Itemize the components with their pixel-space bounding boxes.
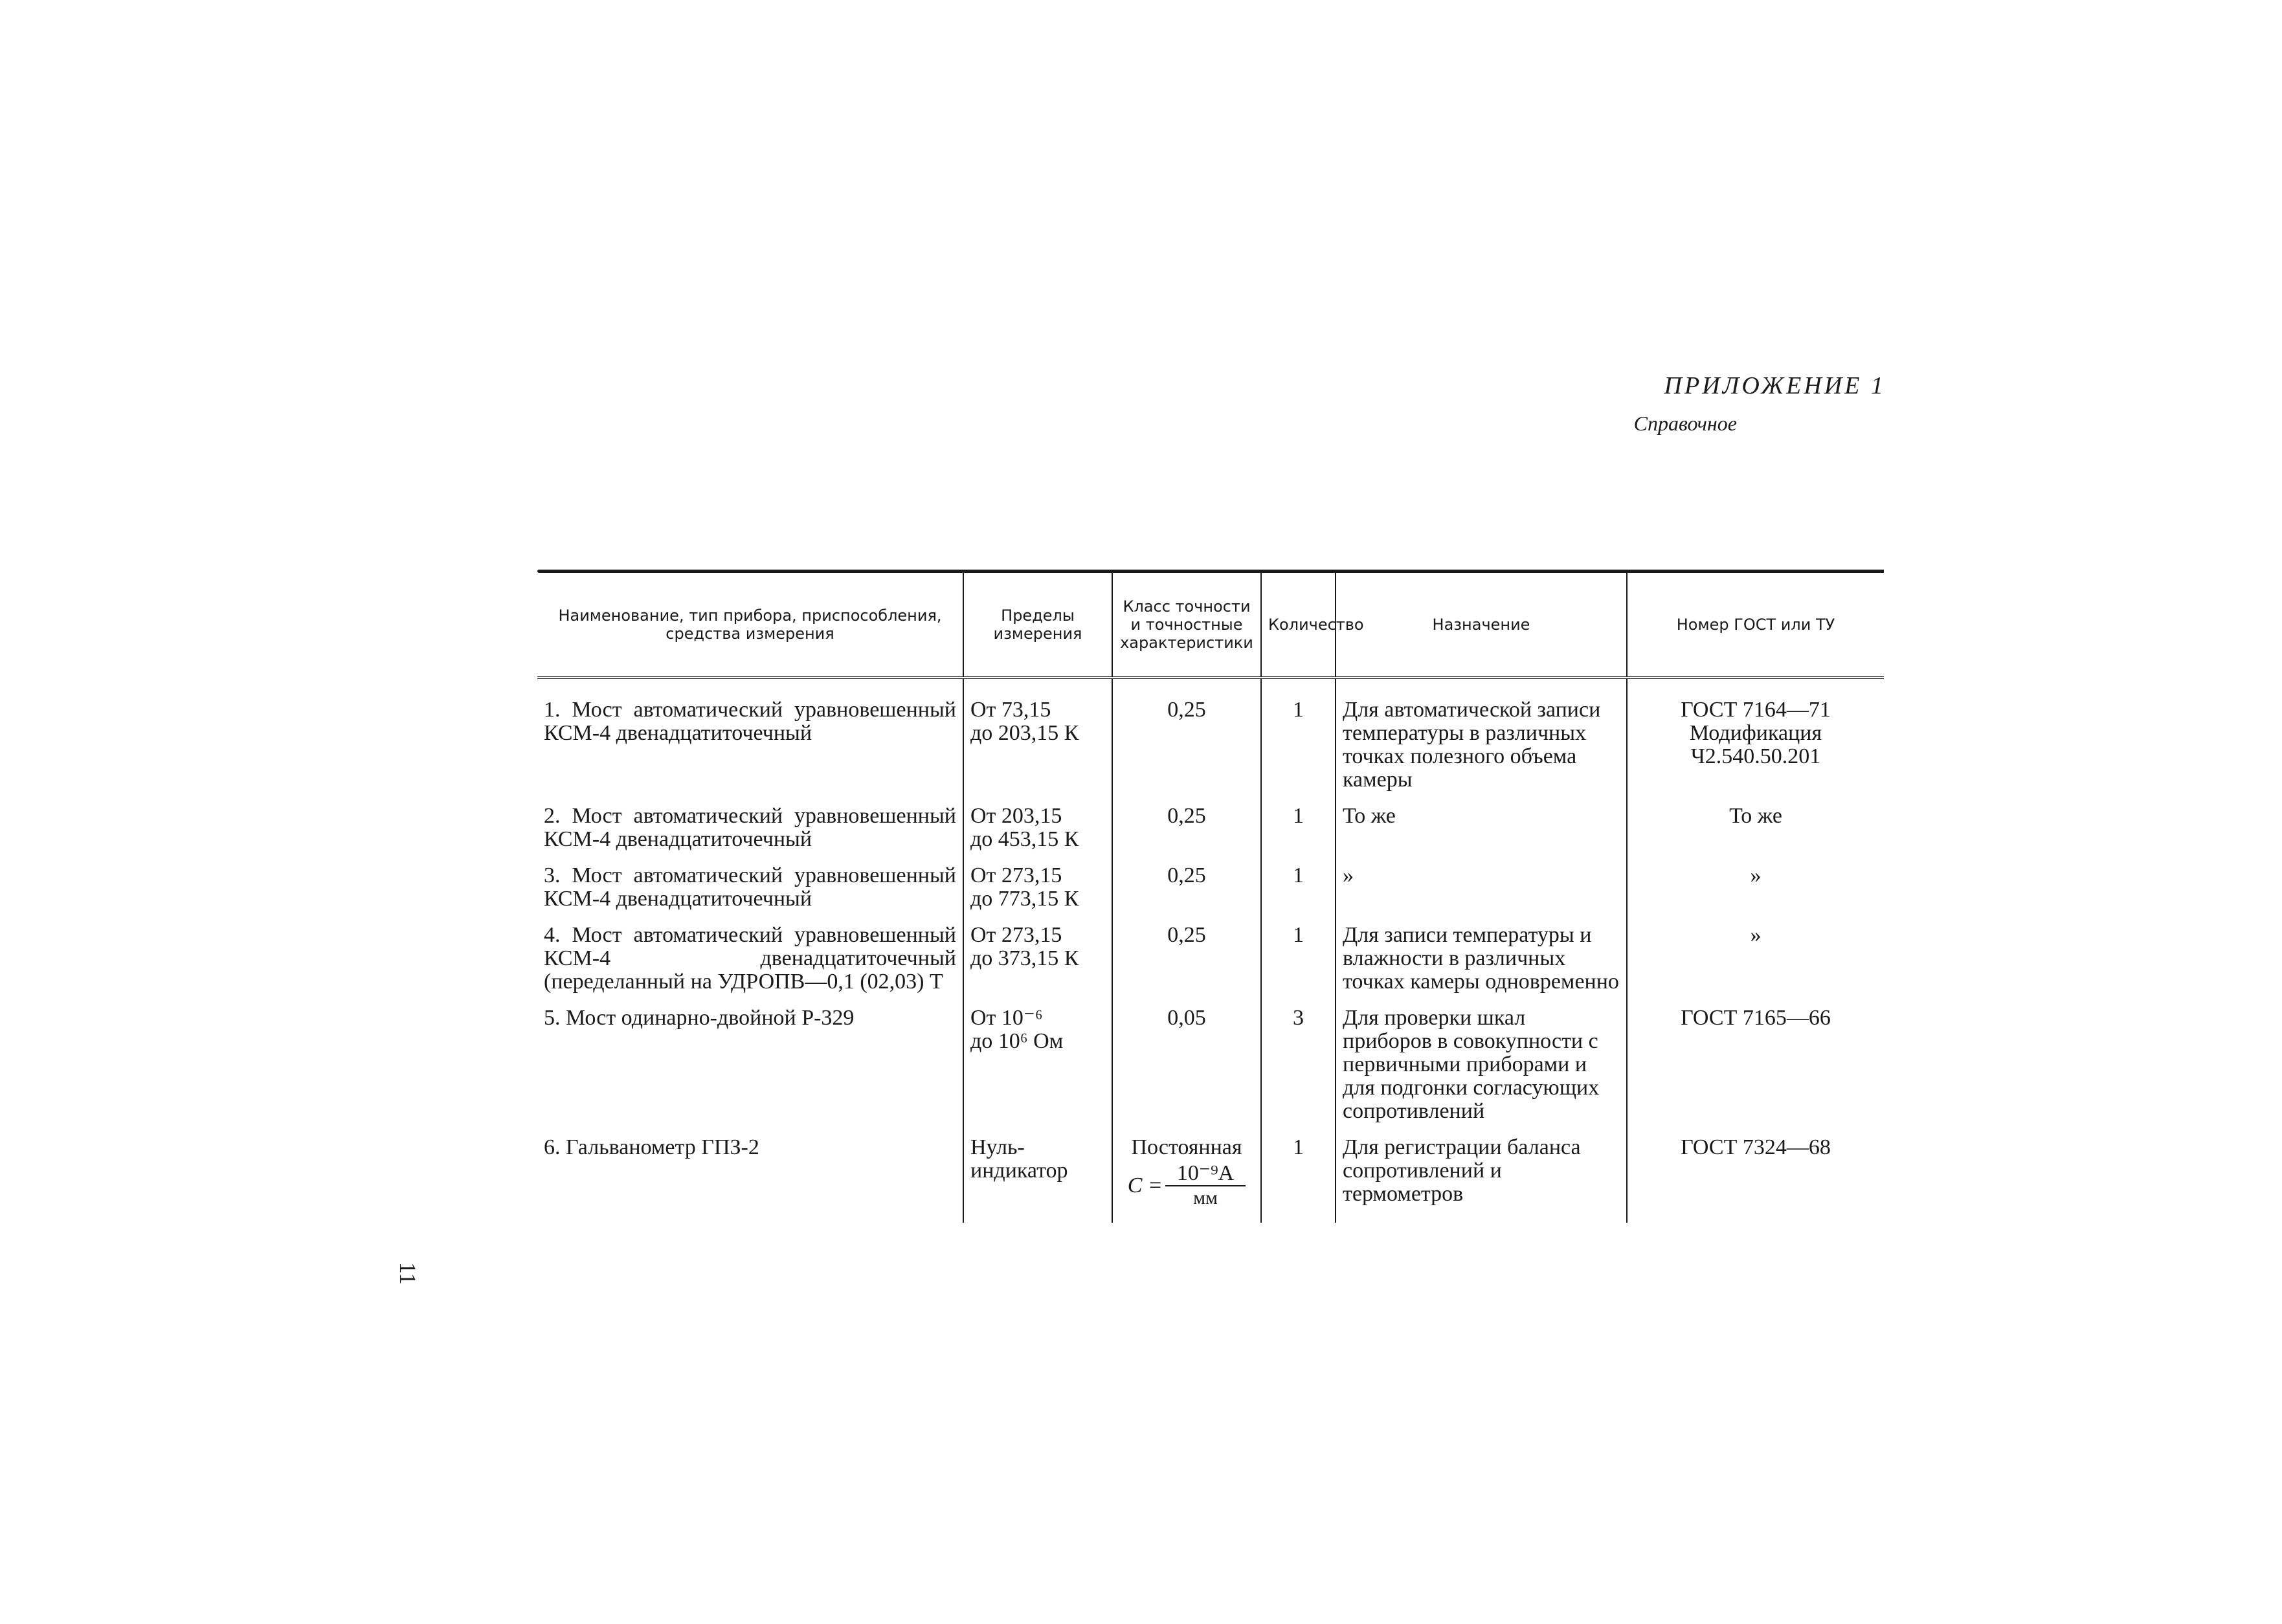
cell-accuracy: 0,25 <box>1112 805 1261 864</box>
cell-accuracy: 0,25 <box>1112 924 1261 1007</box>
cell-limits: От 10⁻⁶ до 10⁶ Ом <box>963 1007 1112 1136</box>
instruments-table-block <box>537 570 1884 1223</box>
cell-gost: ГОСТ 7324—68 <box>1627 1136 1884 1223</box>
formula-lhs: C = <box>1127 1174 1163 1197</box>
table-row <box>537 924 1884 1007</box>
header-gost: Номер ГОСТ или ТУ <box>1627 573 1884 678</box>
cell-quantity: 1 <box>1261 1136 1336 1223</box>
cell-name: 3. Мост автоматический уравновешенный КСМ-4 двенадцатиточечный <box>544 863 956 911</box>
cell-accuracy: 0,25 <box>1112 864 1261 924</box>
cell-quantity: 1 <box>1261 924 1336 1007</box>
table-row <box>537 1007 1884 1136</box>
cell-gost: ГОСТ 7164—71 Модификация Ч2.540.50.201 <box>1627 678 1884 805</box>
cell-quantity: 1 <box>1261 805 1336 864</box>
galvanometer-constant-formula <box>1119 1162 1254 1210</box>
cell-name: 1. Мост автоматический уравновешенный КСМ-4 двенадцатиточечный <box>544 698 956 745</box>
cell-limits: От 73,15 до 203,15 К <box>963 678 1112 805</box>
cell-name: 5. Мост одинарно-двойной Р-329 <box>544 1006 855 1030</box>
cell-name: 2. Мост автоматический уравновешенный КСМ-4 двенадцатиточечный <box>544 804 956 851</box>
table-row <box>537 805 1884 864</box>
table-row <box>537 864 1884 924</box>
cell-limits: От 273,15 до 373,15 К <box>963 924 1112 1007</box>
table-row <box>537 678 1884 805</box>
formula-fraction <box>1165 1162 1246 1210</box>
header-quantity: Количество <box>1261 573 1336 678</box>
cell-gost: ГОСТ 7165—66 <box>1627 1007 1884 1136</box>
cell-gost: То же <box>1627 805 1884 864</box>
cell-accuracy <box>1112 1136 1261 1223</box>
cell-limits: Нуль- индикатор <box>963 1136 1112 1223</box>
formula-denominator: мм <box>1193 1187 1218 1208</box>
appendix-title: ПРИЛОЖЕНИЕ 1 <box>1664 372 1886 399</box>
cell-quantity: 1 <box>1261 678 1336 805</box>
cell-limits: От 203,15 до 453,15 К <box>963 805 1112 864</box>
cell-name: 4. Мост автоматический уравновешенный КСМ-4 двенадцатиточечный (переделанный на УДРОПВ—0,1 (02,03) Т <box>544 923 956 994</box>
header-name: Наименование, тип прибора, приспособления, средства измерения <box>537 573 963 678</box>
cell-purpose: Для проверки шкал приборов в совокупности с первичными приборами и для подгонки согласующих сопротивлений <box>1336 1007 1627 1136</box>
cell-accuracy: 0,25 <box>1112 678 1261 805</box>
cell-gost: » <box>1627 864 1884 924</box>
formula-numerator: 10⁻⁹А <box>1165 1162 1246 1186</box>
cell-gost: » <box>1627 924 1884 1007</box>
cell-name: 6. Гальванометр ГПЗ-2 <box>544 1135 759 1159</box>
accuracy-label: Постоянная <box>1131 1135 1242 1159</box>
cell-purpose: Для регистрации баланса сопротивлений и термометров <box>1336 1136 1627 1223</box>
header-purpose: Назначение <box>1336 573 1627 678</box>
table-row <box>537 1136 1884 1223</box>
header-accuracy: Класс точности и точностные характеристики <box>1112 573 1261 678</box>
cell-purpose: Для автоматической записи температуры в различных точках полезного объема камеры <box>1336 678 1627 805</box>
cell-accuracy: 0,05 <box>1112 1007 1261 1136</box>
table-header-row <box>537 573 1884 678</box>
reference-label: Справочное <box>1633 412 1737 435</box>
cell-limits: От 273,15 до 773,15 К <box>963 864 1112 924</box>
cell-purpose: То же <box>1336 805 1627 864</box>
instruments-table <box>537 573 1884 1223</box>
header-limits: Пределы измерения <box>963 573 1112 678</box>
cell-purpose: » <box>1336 864 1627 924</box>
page-number: 11 <box>395 1262 421 1285</box>
cell-purpose: Для записи температуры и влажности в различных точках камеры одновременно <box>1336 924 1627 1007</box>
cell-quantity: 1 <box>1261 864 1336 924</box>
cell-quantity: 3 <box>1261 1007 1336 1136</box>
